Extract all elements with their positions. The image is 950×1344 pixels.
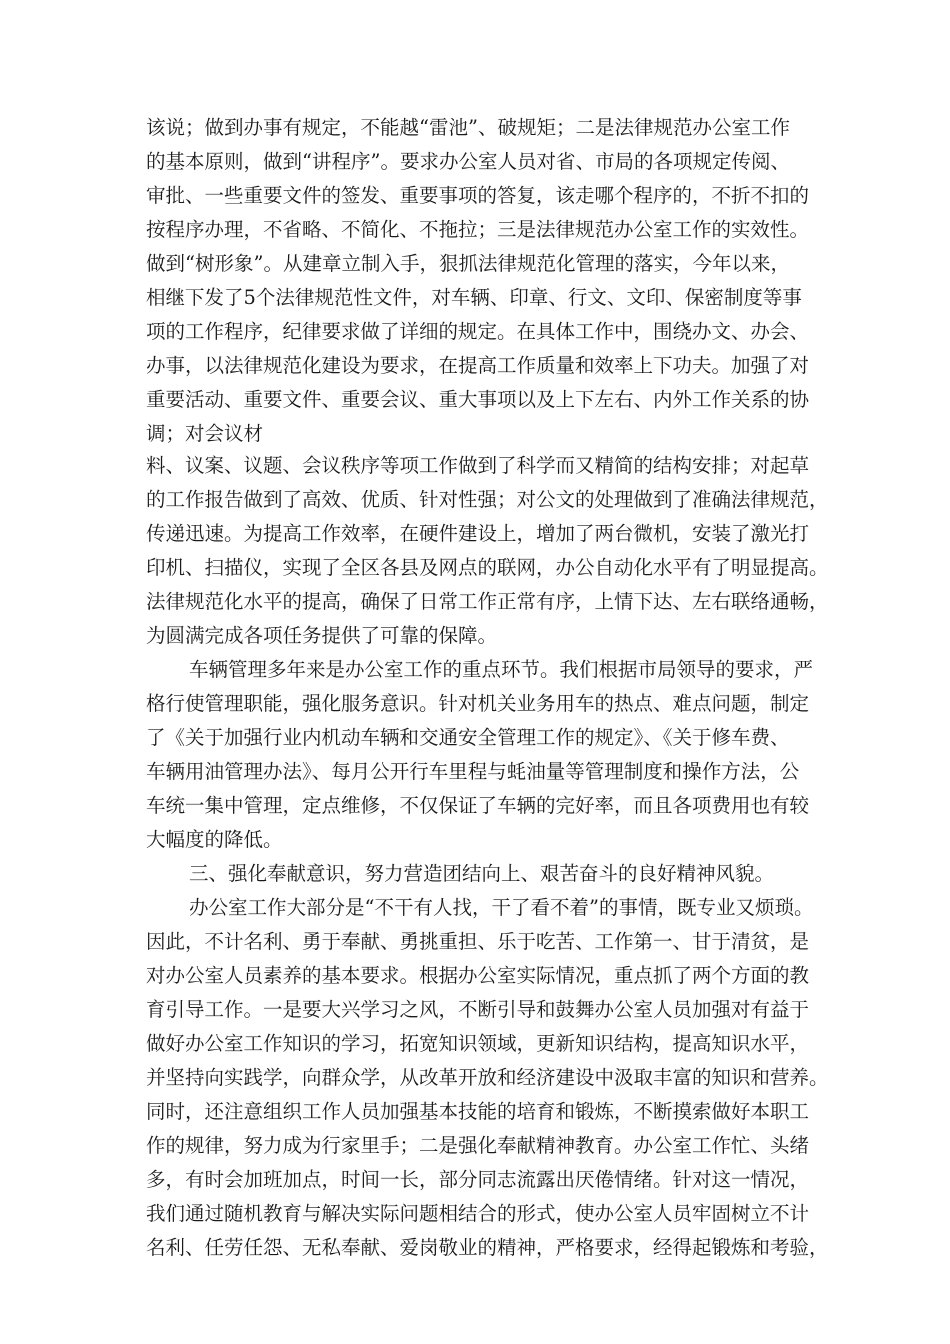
section-heading: 三、强化奉献意识，努力营造团结向上、艰苦奋斗的良好精神风貌。 [189, 862, 775, 885]
text-line: 做到“树形象”。从建章立制入手，狠抓法律规范化管理的落实，今年以来， [146, 252, 790, 275]
text-line: 重要活动、重要文件、重要会议、重大事项以及上下左右、内外工作关系的协 [146, 388, 810, 411]
text-line: 作的规律，努力成为行家里手；二是强化奉献精神教育。办公室工作忙、头绪 [146, 1134, 810, 1157]
text-line: 对办公室人员素养的基本要求。根据办公室实际情况，重点抓了两个方面的教 [146, 964, 810, 987]
text-line: 调；对会议材 [146, 422, 264, 445]
text-line: 育引导工作。一是要大兴学习之风，不断引导和鼓舞办公室人员加强对有益于 [146, 998, 810, 1021]
text-line: 的基本原则，做到“讲程序”。要求办公室人员对省、市局的各项规定传阅、 [146, 150, 790, 173]
text-line: 因此，不计名利、勇于奉献、勇挑重担、乐于吃苦、工作第一、甘于清贫，是 [146, 930, 810, 953]
text-line: 大幅度的降低。 [146, 828, 283, 851]
text-line: 车辆用油管理办法》、每月公开行车里程与蚝油量等管理制度和操作方法，公 [146, 760, 800, 783]
text-line: 并坚持向实践学，向群众学，从改革开放和经济建设中汲取丰富的知识和营养。 [146, 1066, 829, 1089]
text-line: 我们通过随机教育与解决实际问题相结合的形式，使办公室人员牢固树立不计 [146, 1202, 810, 1225]
text-line: 为圆满完成各项任务提供了可靠的保障。 [146, 624, 498, 647]
text-line: 料、议案、议题、会议秩序等项工作做到了科学而又精简的结构安排；对起草 [146, 454, 810, 477]
text-line: 办事，以法律规范化建设为要求，在提高工作质量和效率上下功夫。加强了对 [146, 354, 810, 377]
text-line: 印机、扫描仪，实现了全区各县及网点的联网，办公自动化水平有了明显提高。 [146, 556, 829, 579]
text-line: 项的工作程序，纪律要求做了详细的规定。在具体工作中，围绕办文、办会、 [146, 320, 810, 343]
text-line: 车统一集中管理，定点维修，不仅保证了车辆的完好率，而且各项费用也有较 [146, 794, 810, 817]
text-line: 同时，还注意组织工作人员加强基本技能的培育和锻炼，不断摸索做好本职工 [146, 1100, 810, 1123]
text-line: 法律规范化水平的提高，确保了日常工作正常有序，上情下达、左右联络通畅， [146, 590, 829, 613]
text-line: 了《关于加强行业内机动车辆和交通安全管理工作的规定》、《关于修车费、 [146, 726, 790, 749]
text-line: 格行使管理职能，强化服务意识。针对机关业务用车的热点、难点问题，制定 [146, 692, 810, 715]
text-line: 审批、一些重要文件的签发、重要事项的答复，该走哪个程序的，不折不扣的 [146, 184, 810, 207]
text-line: 名利、任劳任怨、无私奉献、爱岗敬业的精神，严格要求，经得起锻炼和考验， [146, 1236, 829, 1259]
text-line: 传递迅速。为提高工作效率，在硬件建设上，增加了两台微机，安装了激光打 [146, 522, 810, 545]
text-line: 多，有时会加班加点，时间一长，部分同志流露出厌倦情绪。针对这一情况， [146, 1168, 810, 1191]
paragraph-first-line: 车辆管理多年来是办公室工作的重点环节。我们根据市局领导的要求，严 [189, 658, 814, 681]
text-line: 做好办公室工作知识的学习，拓宽知识领域，更新知识结构，提高知识水平， [146, 1032, 810, 1055]
text-line: 的工作报告做到了高效、优质、针对性强；对公文的处理做到了准确法律规范， [146, 488, 829, 511]
text-line: 按程序办理，不省略、不简化、不拖拉；三是法律规范办公室工作的实效性。 [146, 218, 810, 241]
text-line: 该说；做到办事有规定，不能越“雷池”、破规矩；二是法律规范办公室工作 [146, 116, 790, 139]
paragraph-first-line: 办公室工作大部分是“不干有人找，干了看不着”的事情，既专业又烦琐。 [189, 896, 814, 919]
text-line: 相继下发了5个法律规范性文件，对车辆、印章、行文、文印、保密制度等事 [146, 286, 802, 309]
